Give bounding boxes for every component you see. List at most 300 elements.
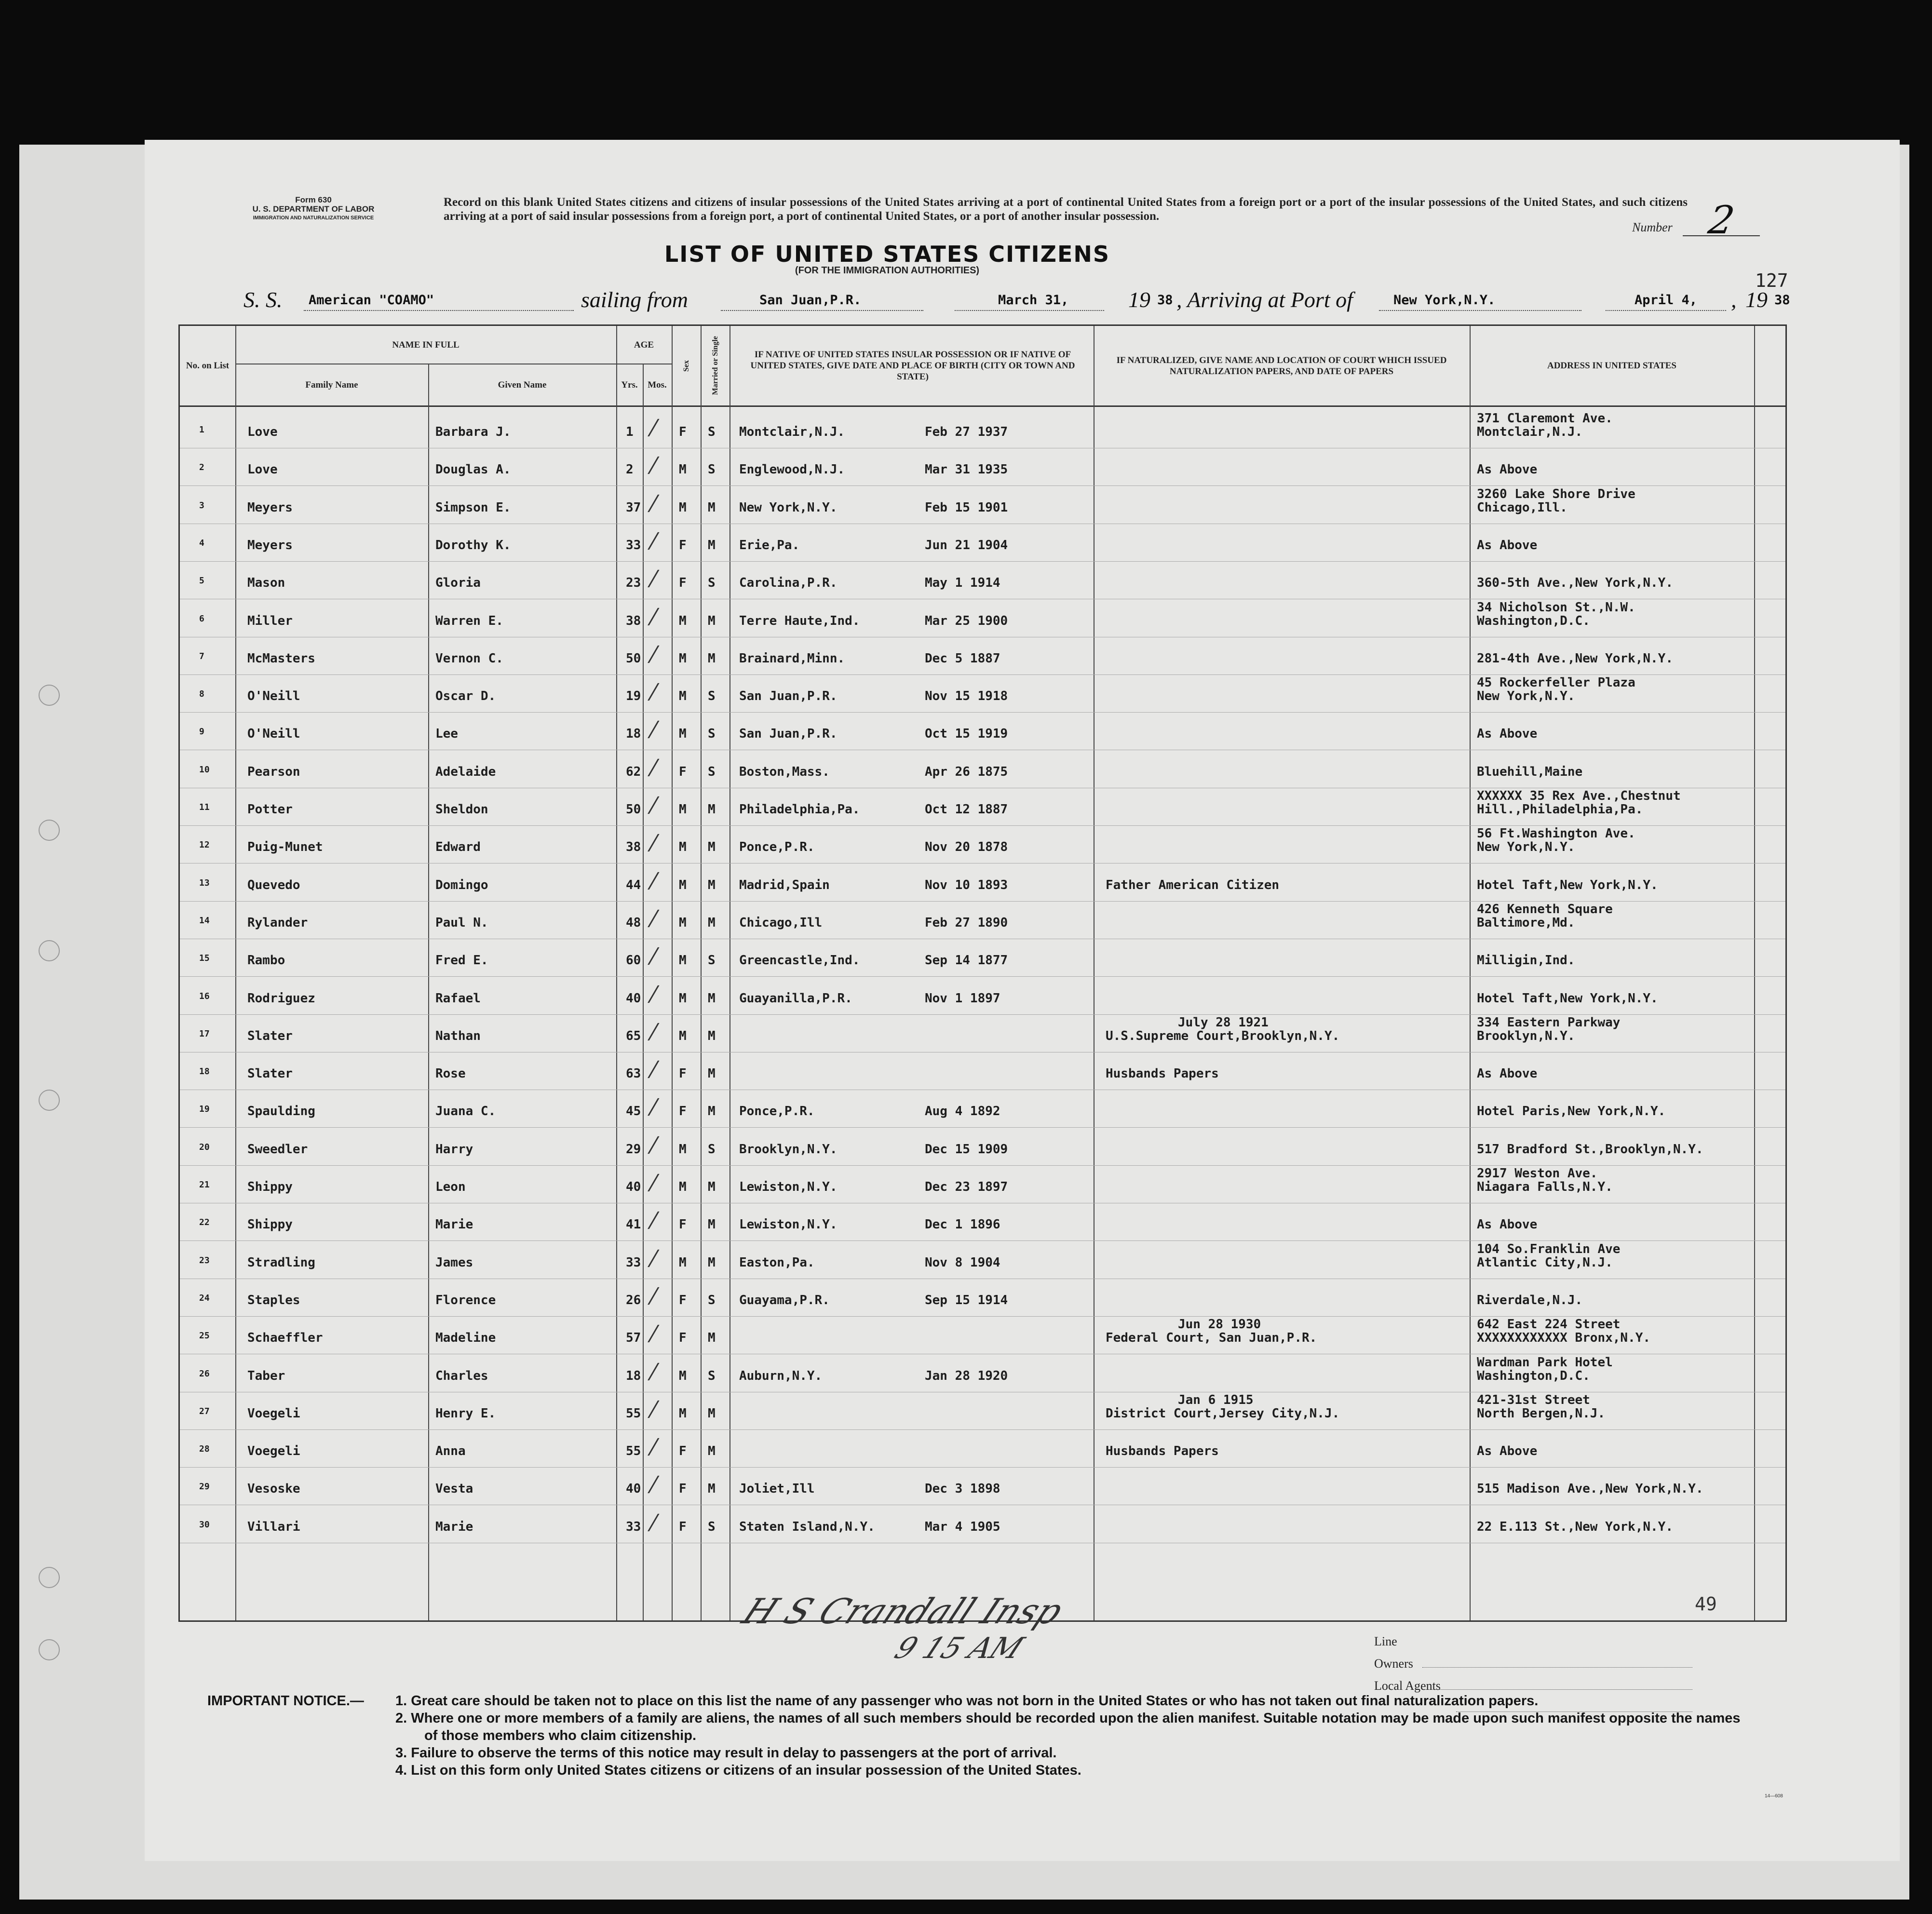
header-age-years: Yrs. [621,380,638,390]
address-line-2: Washington,D.C. [1477,613,1590,628]
row-number: 26 [199,1368,210,1379]
row-number: 3 [199,500,204,511]
given-name: Gloria [435,576,481,591]
family-name: Voegeli [247,1444,300,1459]
birthplace: Guayama,P.R. [739,1293,830,1307]
given-name: Paul N. [435,915,488,930]
arrival-port: New York,N.Y. [1393,293,1496,308]
family-name: Schaeffler [247,1331,323,1346]
sex: F [679,576,687,591]
address-line-2: Atlantic City,N.J. [1477,1255,1613,1270]
age-years: 18 [626,1368,641,1383]
check-mark: / [647,1472,661,1497]
table-row [180,1090,1785,1128]
marital-status: S [708,576,716,591]
birth-date: Sep 14 1877 [925,953,1008,968]
given-name: Sheldon [435,802,488,817]
birthplace: Staten Island,N.Y. [739,1519,875,1534]
family-name: Meyers [247,500,293,515]
address-line-2: Hotel Taft,New York,N.Y. [1477,991,1658,1006]
address-line-2: As Above [1477,1217,1538,1232]
header-address: ADDRESS IN UNITED STATES [1547,361,1676,371]
address-line-1: 421-31st Street [1477,1392,1590,1407]
check-mark: / [647,1208,661,1233]
address-line-2: North Bergen,N.J. [1477,1406,1606,1421]
given-name: Madeline [435,1331,496,1346]
sex: M [679,1368,687,1383]
marital-status: M [708,651,716,666]
table-header [180,326,1785,407]
birth-date: Feb 27 1890 [925,915,1008,930]
sailing-from-label: sailing from [581,287,688,312]
marital-status: M [708,1066,716,1081]
marital-status: S [708,689,716,704]
row-number: 21 [199,1180,210,1190]
table-row [180,1316,1785,1354]
ss-label: S. S. [243,287,283,312]
marital-status: M [708,877,716,892]
punch-hole [39,1567,60,1588]
birthplace: Philadelphia,Pa. [739,802,860,817]
marital-status: M [708,500,716,515]
naturalization-court: Father American Citizen [1106,877,1280,892]
sex: F [679,538,687,553]
birth-date: Mar 31 1935 [925,462,1008,477]
given-name: Marie [435,1217,473,1232]
table-row [180,788,1785,826]
local-agents-label: Local Agents [1374,1679,1441,1693]
sex: M [679,953,687,968]
age-years: 19 [626,689,641,704]
check-mark: / [647,1094,661,1119]
family-name: Taber [247,1368,285,1383]
family-name: Potter [247,802,293,817]
marital-status: S [708,764,716,779]
row-number: 5 [199,576,204,586]
table-row [180,1505,1785,1543]
row-number: 24 [199,1293,210,1303]
address-line-2: 515 Madison Ave.,New York,N.Y. [1477,1482,1703,1496]
row-number: 29 [199,1482,210,1492]
birth-date: Nov 1 1897 [925,991,1000,1006]
row-number: 25 [199,1331,210,1341]
check-mark: / [647,1396,661,1421]
check-mark: / [647,868,661,893]
punch-hole [39,685,60,706]
given-name: Oscar D. [435,689,496,704]
marital-status: M [708,1444,716,1459]
sex: M [679,1180,687,1194]
age-years: 55 [626,1444,641,1459]
age-years: 18 [626,727,641,741]
naturalization-court: District Court,Jersey City,N.J. [1106,1406,1340,1421]
ship-name: American "COAMO" [309,293,434,308]
birth-date: Aug 4 1892 [925,1104,1000,1119]
row-number: 16 [199,991,210,1001]
birthplace: New York,N.Y. [739,500,838,515]
table-row [180,1467,1785,1505]
address-line-2: Hotel Paris,New York,N.Y. [1477,1104,1666,1119]
notice-heading: IMPORTANT NOTICE.— [207,1693,364,1709]
row-number: 10 [199,764,210,775]
row-number: 9 [199,727,204,737]
check-mark: / [647,566,661,591]
check-mark: / [647,944,661,969]
marital-status: M [708,1406,716,1421]
birth-date: Feb 15 1901 [925,500,1008,515]
address-line-2: Montclair,N.J. [1477,425,1583,439]
check-mark: / [647,1283,661,1308]
birthplace: Guayanilla,P.R. [739,991,852,1006]
given-name: Charles [435,1368,488,1383]
birthplace: San Juan,P.R. [739,727,838,741]
family-name: Miller [247,613,293,628]
address-line-1: 426 Kenneth Square [1477,902,1613,917]
check-mark: / [647,830,661,855]
marital-status: S [708,425,716,439]
address-line-2: 22 E.113 St.,New York,N.Y. [1477,1519,1673,1534]
address-line-1: XXXXXX 35 Rex Ave.,Chestnut [1477,789,1681,803]
table-row [180,637,1785,675]
family-name: Vesoske [247,1482,300,1496]
sex: M [679,1406,687,1421]
punch-hole [39,820,60,841]
age-years: 29 [626,1142,641,1157]
given-name: Simpson E. [435,500,511,515]
header-given-name: Given Name [498,380,547,390]
departure-port-underline [721,310,923,311]
ship-underline [304,310,574,311]
marital-status: S [708,953,716,968]
age-years: 40 [626,1180,641,1194]
family-name: Rylander [247,915,308,930]
family-name: Staples [247,1293,300,1307]
age-years: 2 [626,462,634,477]
marital-status: M [708,1331,716,1346]
sex: F [679,764,687,779]
check-mark: / [647,793,661,817]
birth-date: Nov 8 1904 [925,1255,1000,1270]
table-row [180,977,1785,1015]
family-name: Slater [247,1066,293,1081]
birth-date: Dec 3 1898 [925,1482,1000,1496]
check-mark: / [647,415,661,440]
marital-status: M [708,538,716,553]
line-label: Line [1374,1634,1397,1648]
birth-date: Nov 10 1893 [925,877,1008,892]
family-name: Spaulding [247,1104,315,1119]
marital-status: M [708,1180,716,1194]
birthplace: Brainard,Minn. [739,651,845,666]
address-line-1: 334 Eastern Parkway [1477,1015,1621,1030]
sex: M [679,877,687,892]
page-number-stamp: 127 [1755,270,1788,291]
check-mark: / [647,1170,661,1195]
birthplace: Joliet,Ill [739,1482,815,1496]
sex: F [679,1066,687,1081]
arrival-port-underline [1379,310,1581,311]
marital-status: M [708,613,716,628]
birth-date: Apr 26 1875 [925,764,1008,779]
age-years: 48 [626,915,641,930]
voyage-line [145,287,1900,316]
row-number: 2 [199,462,204,473]
check-mark: / [647,490,661,515]
naturalization-court: Federal Court, San Juan,P.R. [1106,1331,1317,1346]
given-name: Harry [435,1142,473,1157]
address-line-2: Chicago,Ill. [1477,500,1567,515]
check-mark: / [647,1510,661,1535]
address-line-2: 360-5th Ave.,New York,N.Y. [1477,576,1673,591]
birthplace: San Juan,P.R. [739,689,838,704]
check-mark: / [647,604,661,629]
family-name: McMasters [247,651,315,666]
sex: F [679,1444,687,1459]
sex: M [679,651,687,666]
check-mark: / [647,905,661,930]
address-line-2: As Above [1477,1444,1538,1459]
address-line-2: Milligin,Ind. [1477,953,1575,968]
check-mark: / [647,755,661,780]
record-notice: Record on this blank United States citizens and citizens of insular possessions of the United States arriving at a port of continental United States from a foreign port or a port of the insular possessions of the United States, and such citizens arriving at a port of said insular possessions from a foreign port, a port of continental United States, or a port of another insular possession. [444,196,1688,223]
marital-status: M [708,1028,716,1043]
marital-status: S [708,1142,716,1157]
departure-port: San Juan,P.R. [759,293,862,308]
inspection-time: 9 15 AM [889,1631,1029,1665]
table-row [180,1429,1785,1468]
family-name: Shippy [247,1180,293,1194]
sex: M [679,1142,687,1157]
birthplace: Ponce,P.R. [739,840,815,855]
table-row [180,901,1785,939]
check-mark: / [647,1359,661,1384]
family-name: Shippy [247,1217,293,1232]
header-name-in-full: NAME IN FULL [235,326,616,364]
row-number: 27 [199,1406,210,1416]
sex: M [679,840,687,855]
row-number: 30 [199,1519,210,1530]
manifest-form [145,140,1900,1861]
check-mark: / [647,1057,661,1082]
birthplace: Englewood,N.J. [739,462,845,477]
birthplace: Ponce,P.R. [739,1104,815,1119]
naturalization-court: U.S.Supreme Court,Brooklyn,N.Y. [1106,1028,1340,1043]
inspector-name: H S Crandall Insp [736,1591,1070,1631]
check-mark: / [647,1245,661,1270]
given-name: James [435,1255,473,1270]
birthplace: Terre Haute,Ind. [739,613,860,628]
departure-date: March 31, [998,293,1069,308]
line-field [1374,1634,1441,1657]
sex: F [679,1217,687,1232]
service-name: IMMIGRATION AND NATURALIZATION SERVICE [253,215,374,221]
birth-date: Oct 15 1919 [925,727,1008,741]
notice-item: 4. List on this form only United States citizens or citizens of an insular possession of the United States. [395,1763,1081,1778]
family-name: Villari [247,1519,300,1534]
birth-date: Nov 15 1918 [925,689,1008,704]
given-name: Lee [435,727,458,741]
check-mark: / [647,981,661,1006]
age-years: 65 [626,1028,641,1043]
address-line-2: XXXXXXXXXXXX Bronx,N.Y. [1477,1331,1651,1346]
header-family-name: Family Name [305,380,358,390]
arrival-year-prefix: 19 [1745,287,1768,312]
family-name: Rambo [247,953,285,968]
address-line-1: 104 So.Franklin Ave [1477,1241,1621,1256]
table-row [180,674,1785,713]
sex: F [679,1293,687,1307]
sex: F [679,1331,687,1346]
given-name: Henry E. [435,1406,496,1421]
birthplace: Lewiston,N.Y. [739,1217,838,1232]
check-mark: / [647,641,661,666]
family-name: Voegeli [247,1406,300,1421]
marital-status: M [708,802,716,817]
birthplace: Lewiston,N.Y. [739,1180,838,1194]
family-name: Love [247,425,278,439]
birth-date: Dec 5 1887 [925,651,1000,666]
given-name: Anna [435,1444,466,1459]
inspector-signature [720,1591,1069,1665]
table-row [180,561,1785,599]
birthplace: Easton,Pa. [739,1255,815,1270]
row-number: 15 [199,953,210,964]
table-row [180,448,1785,486]
address-line-2: New York,N.Y. [1477,689,1575,704]
sex: M [679,991,687,1006]
birth-date: May 1 1914 [925,576,1000,591]
passenger-table [178,324,1787,1622]
table-row [180,1203,1785,1241]
given-name: Juana C. [435,1104,496,1119]
birth-date: Feb 27 1937 [925,425,1008,439]
row-number: 11 [199,802,210,812]
header-no-on-list: No. on List [186,361,230,371]
birthplace: Boston,Mass. [739,764,830,779]
age-years: 38 [626,840,641,855]
age-years: 26 [626,1293,641,1307]
family-name: Sweedler [247,1142,308,1157]
number-underline [1683,235,1760,236]
age-years: 44 [626,877,641,892]
number-label: Number [1632,220,1673,234]
age-years: 45 [626,1104,641,1119]
row-number: 22 [199,1217,210,1228]
owners-label: Owners [1374,1657,1413,1671]
row-number: 14 [199,915,210,926]
form-identifier [159,195,468,223]
given-name: Domingo [435,877,488,892]
table-row [180,712,1785,750]
row-number: 19 [199,1104,210,1115]
given-name: Florence [435,1293,496,1307]
sex: F [679,1482,687,1496]
naturalization-court: Husbands Papers [1106,1066,1219,1081]
birth-date: Dec 1 1896 [925,1217,1000,1232]
address-line-2: As Above [1477,462,1538,477]
marital-status: M [708,1104,716,1119]
header-sex: Sex [682,360,690,372]
table-row [180,1392,1785,1430]
age-years: 63 [626,1066,641,1081]
check-mark: / [647,1434,661,1459]
header-age: AGE [616,326,672,364]
address-line-2: Hill.,Philadelphia,Pa. [1477,802,1643,817]
age-years: 50 [626,802,641,817]
check-mark: / [647,1321,661,1346]
birth-date: Sep 15 1914 [925,1293,1008,1307]
sex: M [679,1028,687,1043]
marital-status: M [708,991,716,1006]
address-line-1: 642 East 224 Street [1477,1317,1621,1332]
family-name: O'Neill [247,689,300,704]
given-name: Vernon C. [435,651,503,666]
form-code: 14—608 [1765,1793,1783,1799]
row-number: 17 [199,1028,210,1039]
naturalization-date: July 28 1921 [1178,1015,1269,1030]
row-number: 12 [199,840,210,850]
sex: M [679,1255,687,1270]
family-name: Meyers [247,538,293,553]
birthplace: Montclair,N.J. [739,425,845,439]
address-line-2: Washington,D.C. [1477,1368,1590,1383]
given-name: Fred E. [435,953,488,968]
form-number: Form 630 [295,195,332,204]
family-name: Quevedo [247,877,300,892]
marital-status: S [708,1519,716,1534]
notice-item: 1. Great care should be taken not to place on this list the name of any passenger who was not born in the United States or who has not taken out final naturalization papers. [395,1693,1539,1709]
table-row [180,1354,1785,1392]
birthplace: Carolina,P.R. [739,576,838,591]
birthplace: Greencastle,Ind. [739,953,860,968]
address-line-2: Riverdale,N.J. [1477,1293,1583,1307]
sex: M [679,915,687,930]
birth-date: Oct 12 1887 [925,802,1008,817]
family-name: Pearson [247,764,300,779]
sex: M [679,462,687,477]
marital-status: S [708,1368,716,1383]
age-years: 50 [626,651,641,666]
age-years: 57 [626,1331,641,1346]
departure-year: 38 [1157,293,1173,308]
check-mark: / [647,1019,661,1044]
arrival-date-underline [1606,310,1726,311]
given-name: Rose [435,1066,466,1081]
birthplace: Erie,Pa. [739,538,800,553]
age-years: 55 [626,1406,641,1421]
naturalization-date: Jun 28 1930 [1178,1317,1261,1332]
address-line-2: 517 Bradford St.,Brooklyn,N.Y. [1477,1142,1703,1157]
row-number: 7 [199,651,204,661]
address-line-1: Wardman Park Hotel [1477,1355,1613,1370]
table-row [180,410,1785,448]
punch-hole [39,940,60,961]
table-row [180,750,1785,788]
birth-date: Nov 20 1878 [925,840,1008,855]
punch-hole [39,1639,60,1660]
check-mark: / [647,679,661,704]
punch-hole [39,1090,60,1111]
address-line-2: Niagara Falls,N.Y. [1477,1180,1613,1194]
address-line-2: As Above [1477,727,1538,741]
marital-status: M [708,1255,716,1270]
row-number: 20 [199,1142,210,1152]
form-subtitle: (FOR THE IMMIGRATION AUTHORITIES) [795,265,980,276]
given-name: Rafael [435,991,481,1006]
given-name: Leon [435,1180,466,1194]
table-row [180,825,1785,863]
address-line-2: As Above [1477,1066,1538,1081]
